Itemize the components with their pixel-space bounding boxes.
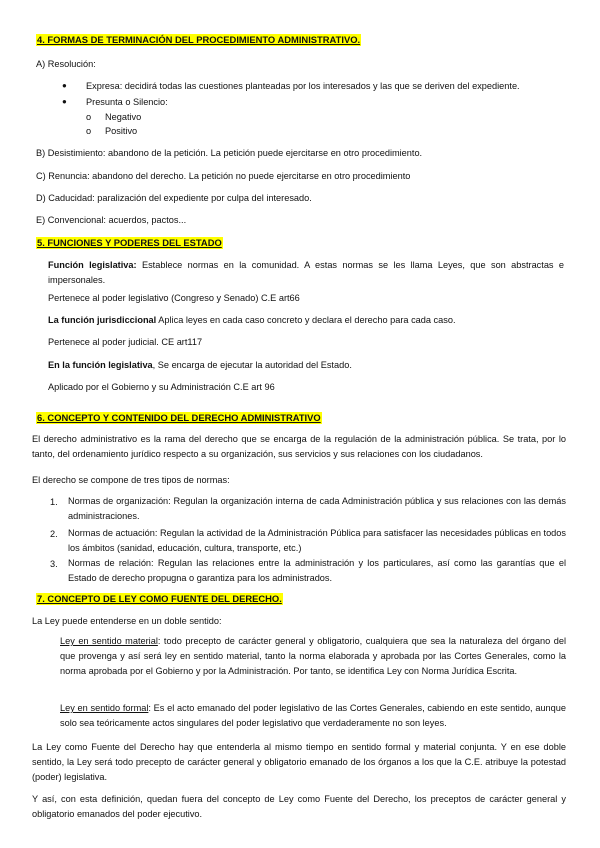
s7-definicion-paragraph: Y así, con esta definición, quedan fuera del concepto de Ley como Fuente del Derecho, los preceptos de carácter general y obligatorio emanados del poder ejecutivo. — [32, 794, 566, 819]
s5-funcion-jurisdiccional — [48, 314, 456, 326]
section-7-heading: 7. CONCEPTO DE LEY COMO FUENTE DEL DERECHO. — [37, 593, 282, 604]
s7-sentido-formal — [60, 701, 566, 731]
s7-sentido-material — [60, 634, 566, 679]
s7-material-text: : todo precepto de carácter general y obligatorio, cualquiera que sea la naturaleza del órgano del que provenga y así será ley en sentido material, tanto la norma elaborada y aprobada por las Cortes Generales, como la norma aprobada por el Gobierno y por la Administración. Por tanto, se identifica Ley con Norma Jurídica Escrita. — [60, 636, 567, 676]
s6-tres-tipos: El derecho se compone de tres tipos de normas: — [32, 475, 230, 485]
s4-bullet-expresa: Expresa: decidirá todas las cuestiones planteadas por los interesados y las que se deriven del expediente. — [86, 81, 520, 91]
list-number: 3. — [50, 559, 58, 569]
s5-poder-legislativo: Pertenece al poder legislativo (Congreso y Senado) C.E art66 — [48, 293, 300, 303]
s7-ley-fuente-paragraph: La Ley como Fuente del Derecho hay que entenderla al mismo tiempo en sentido formal y material conjunta. Y en ese doble sentido, la Ley será todo precepto de carácter general y obligatorio emanado de los órganos a los que la C.E. atribuye la potestad (poder) legislativa. — [32, 742, 566, 782]
list-item-organizacion: Normas de organización: Regulan la organización interna de cada Administración pública y sus relaciones con las demás administraciones. — [68, 496, 566, 521]
circle-bullet-icon: o — [86, 112, 92, 122]
s5-poder-judicial: Pertenece al poder judicial. CE art117 — [48, 337, 203, 347]
s4-sub-positivo: Positivo — [105, 126, 138, 136]
circle-bullet-icon: o — [86, 126, 92, 136]
bullet-dot-icon: ● — [62, 97, 67, 106]
s5-p3-text: Aplica leyes en cada caso concreto y declara el derecho para cada caso. — [156, 315, 456, 325]
bullet-dot-icon: ● — [62, 81, 67, 90]
s5-funcion-ejecutiva — [48, 359, 352, 371]
section-4-heading: 4. FORMAS DE TERMINACIÓN DEL PROCEDIMIENTO ADMINISTRATIVO. — [37, 34, 361, 45]
s7-material-underline: Ley en sentido material — [60, 636, 158, 646]
list-number: 1. — [50, 497, 58, 507]
s7-formal-underline: Ley en sentido formal — [60, 703, 149, 713]
s5-p1-bold: Función legislativa: — [48, 260, 137, 270]
s4-item-a: A) Resolución: — [36, 59, 96, 69]
s4-item-b: B) Desistimiento: abandono de la petición. La petición puede ejercitarse en otro procedimiento. — [36, 148, 423, 158]
list-item-actuacion: Normas de actuación: Regulan la actividad de la Administración Pública para satisfacer las necesidades públicas en todos los ámbitos (sanidad, educación, cultura, transporte, etc.) — [68, 528, 566, 553]
section-6-heading: 6. CONCEPTO Y CONTENIDO DEL DERECHO ADMINISTRATIVO — [37, 412, 321, 423]
s4-item-c: C) Renuncia: abandono del derecho. La petición no puede ejercitarse en otro procedimiento — [36, 171, 411, 181]
s7-intro: La Ley puede entenderse en un doble sentido: — [32, 616, 222, 626]
list-number: 2. — [50, 529, 58, 539]
s4-item-d: D) Caducidad: paralización del expediente por culpa del interesado. — [36, 193, 312, 203]
s4-item-e: E) Convencional: acuerdos, pactos... — [36, 215, 187, 225]
s5-p3-bold: La función jurisdiccional — [48, 315, 157, 325]
s4-bullet-presunta: Presunta o Silencio: — [86, 97, 168, 107]
s5-p5-text: , Se encarga de ejecutar la autoridad del Estado. — [152, 360, 352, 370]
s7-formal-text: : Es el acto emanado del poder legislativo de las Cortes Generales, cabiendo en este sentido, aunque solo sea teóricamente actos singulares del poder legislativo que verdaderamente no son leyes. — [60, 703, 566, 728]
s4-sub-negativo: Negativo — [105, 112, 142, 122]
section-5-heading: 5. FUNCIONES Y PODERES DEL ESTADO — [37, 237, 222, 248]
s5-p1-text: Establece normas en la comunidad. A estas normas se les llama Leyes, que son abstractas e impersonales. — [48, 260, 564, 285]
s5-funcion-legislativa — [48, 258, 564, 288]
s5-p5-bold: En la función legislativa — [48, 360, 153, 370]
list-item-relacion: Normas de relación: Regulan las relaciones entre la administración y los particulares, así como las garantías que el Estado de derecho propugna o garantiza para los administrados. — [68, 558, 566, 583]
s6-intro-paragraph: El derecho administrativo es la rama del derecho que se encarga de la regulación de la administración pública. Se trata, por lo tanto, del ordenamiento jurídico respecto a su organización, sus servicios y sus relaciones con los ciudadanos. — [32, 434, 566, 459]
s5-gobierno: Aplicado por el Gobierno y su Administración C.E art 96 — [48, 382, 275, 392]
